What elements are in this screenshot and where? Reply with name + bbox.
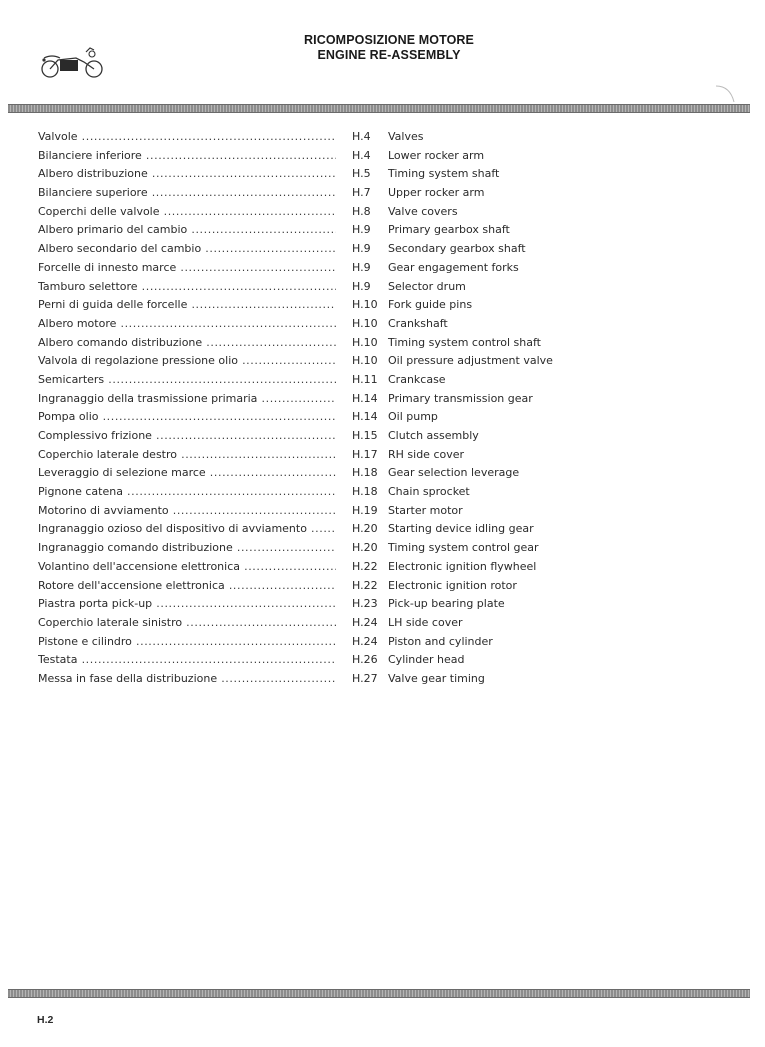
toc-entry-page: H.23 (352, 597, 378, 611)
toc-entry-page: H.14 (352, 410, 378, 424)
toc-entry (38, 352, 558, 371)
toc-entry-page: H.17 (352, 447, 378, 461)
toc-entry-italian: Rotore dell'accensione elettronica ..... (38, 577, 336, 596)
toc-entry-english: Gear selection leverage (388, 466, 520, 480)
toc-entry-italian: Coperchio laterale sinistro ..... (38, 614, 336, 633)
toc-entry-english: Pick-up bearing plate (388, 597, 505, 611)
toc-entry-italian: Ingranaggio comando distribuzione ..... (38, 539, 336, 558)
toc-entry-italian: Piastra porta pick-up ..... (38, 595, 336, 614)
toc-entry-english: Valve gear timing (388, 671, 485, 685)
toc-entry-page: H.24 (352, 634, 378, 648)
toc-entry (38, 502, 558, 521)
toc-entry-english: Secondary gearbox shaft (388, 242, 526, 256)
toc-entry (38, 203, 558, 222)
toc-entry-page: H.18 (352, 466, 378, 480)
toc-entry (38, 184, 558, 203)
toc-entry-italian: Ingranaggio ozioso del dispositivo di avviamento ..... (38, 520, 336, 539)
toc-entry-english: Fork guide pins (388, 298, 473, 312)
toc-entry (38, 334, 558, 353)
toc-entry-page: H.10 (352, 335, 378, 349)
toc-entry-page: H.19 (352, 503, 378, 517)
toc-entry-page: H.24 (352, 615, 378, 629)
toc-entry-italian: Albero motore ..... (38, 315, 336, 334)
toc-entry-page: H.8 (352, 204, 371, 218)
toc-entry-italian: Ingranaggio della trasmissione primaria ..... (38, 390, 336, 409)
toc-entry (38, 390, 558, 409)
toc-entry-italian: Complessivo frizione ..... (38, 427, 336, 446)
toc-entry-english: Electronic ignition flywheel (388, 559, 537, 573)
toc-entry-page: H.5 (352, 167, 371, 181)
toc-entry (38, 427, 558, 446)
toc-entry-english: RH side cover (388, 447, 465, 461)
toc-entry-page: H.7 (352, 186, 371, 200)
toc-entry-italian: Albero comando distribuzione ..... (38, 334, 336, 353)
toc-entry-italian: Coperchi delle valvole ..... (38, 203, 336, 222)
toc-entry-page: H.15 (352, 429, 378, 442)
toc-entry-page: H.20 (352, 522, 378, 536)
toc-entry (38, 240, 558, 259)
bottom-divider (8, 989, 750, 998)
toc-entry-italian: Semicarters ..... (38, 371, 336, 390)
toc-entry (38, 128, 558, 147)
toc-entry-page: H.4 (352, 148, 371, 162)
toc-entry-italian: Tamburo selettore ..... (38, 278, 336, 297)
toc-entry-english: Primary transmission gear (388, 391, 533, 405)
toc-entry-english: Crankcase (388, 372, 446, 386)
toc-entry-english: LH side cover (388, 615, 463, 629)
toc-entry-page: H.10 (352, 298, 378, 312)
toc-entry (38, 446, 558, 465)
toc-entry (38, 670, 558, 689)
toc-entry (38, 577, 558, 596)
toc-entry (38, 296, 558, 315)
toc-entry-italian: Motorino di avviamento ..... (38, 502, 336, 521)
toc-entry-english: Chain sprocket (388, 485, 470, 499)
page-number: H.2 (37, 1014, 54, 1026)
toc-entry-english: Lower rocker arm (388, 148, 485, 162)
toc-entry (38, 633, 558, 652)
toc-entry-english: Crankshaft (388, 316, 448, 330)
toc-entry-english: Cylinder head (388, 653, 465, 667)
toc-entry (38, 539, 558, 558)
toc-entry-page: H.18 (352, 485, 378, 499)
toc-entry (38, 165, 558, 184)
toc-entry-italian: Albero secondario del cambio ..... (38, 240, 336, 259)
toc-entry-english: Clutch assembly (388, 429, 479, 442)
toc-entry-italian: Valvole ..... (38, 128, 336, 147)
toc-entry-english: Gear engagement forks (388, 260, 519, 274)
toc-entry-page: H.9 (352, 223, 371, 237)
table-of-contents (38, 128, 558, 689)
toc-entry-english: Electronic ignition rotor (388, 578, 517, 592)
toc-entry (38, 278, 558, 297)
toc-entry-page: H.22 (352, 578, 378, 592)
toc-entry-italian: Forcelle di innesto marce ..... (38, 259, 336, 278)
toc-entry (38, 221, 558, 240)
toc-entry-italian: Testata ..... (38, 651, 336, 670)
toc-entry-page: H.9 (352, 279, 371, 293)
toc-entry (38, 371, 558, 390)
toc-entry (38, 259, 558, 278)
toc-entry-italian: Bilanciere inferiore ..... (38, 147, 336, 166)
toc-entry-italian: Messa in fase della distribuzione ..... (38, 670, 336, 689)
toc-entry (38, 315, 558, 334)
toc-entry-page: H.10 (352, 316, 378, 330)
toc-entry-page: H.9 (352, 260, 371, 274)
toc-entry-italian: Albero primario del cambio ..... (38, 221, 336, 240)
toc-entry-italian: Leveraggio di selezione marce ..... (38, 464, 336, 483)
toc-entry (38, 483, 558, 502)
toc-entry-english: Timing system control shaft (388, 335, 541, 349)
toc-entry (38, 520, 558, 539)
toc-entry-english: Valves (388, 130, 424, 143)
top-divider (8, 104, 750, 113)
page-curl-mark (712, 84, 740, 110)
toc-entry-english: Valve covers (388, 204, 458, 218)
toc-entry-english: Oil pump (388, 410, 438, 424)
toc-entry (38, 558, 558, 577)
toc-entry (38, 614, 558, 633)
toc-entry-italian: Volantino dell'accensione elettronica ..... (38, 558, 336, 577)
toc-entry-page: H.9 (352, 242, 371, 256)
toc-entry-italian: Perni di guida delle forcelle ..... (38, 296, 336, 315)
toc-entry-italian: Albero distribuzione ..... (38, 165, 336, 184)
toc-entry (38, 408, 558, 427)
page-title-italian: RICOMPOSIZIONE MOTORE (304, 33, 474, 47)
toc-entry-page: H.4 (352, 130, 371, 143)
toc-entry (38, 147, 558, 166)
toc-entry (38, 595, 558, 614)
toc-entry-italian: Bilanciere superiore ..... (38, 184, 336, 203)
toc-entry-english: Selector drum (388, 279, 466, 293)
toc-entry-page: H.27 (352, 671, 378, 685)
toc-entry-english: Primary gearbox shaft (388, 223, 510, 237)
toc-entry-english: Upper rocker arm (388, 186, 485, 200)
toc-entry-english: Starting device idling gear (388, 522, 534, 536)
toc-entry-page: H.20 (352, 541, 378, 555)
toc-entry-page: H.11 (352, 372, 378, 386)
toc-entry-italian: Valvola di regolazione pressione olio ..... (38, 352, 336, 371)
toc-entry-page: H.14 (352, 391, 378, 405)
toc-entry-english: Timing system shaft (388, 167, 500, 181)
toc-entry (38, 651, 558, 670)
toc-entry-english: Timing system control gear (388, 541, 539, 555)
page-title-english: ENGINE RE-ASSEMBLY (317, 48, 461, 62)
toc-entry-page: H.10 (352, 354, 378, 368)
toc-entry-page: H.22 (352, 559, 378, 573)
toc-entry-page: H.26 (352, 653, 378, 667)
toc-entry-english: Starter motor (388, 503, 463, 517)
toc-entry-italian: Pistone e cilindro ..... (38, 633, 336, 652)
toc-entry-english: Oil pressure adjustment valve (388, 354, 553, 368)
toc-entry-italian: Pompa olio ..... (38, 408, 336, 427)
toc-entry-italian: Coperchio laterale destro ..... (38, 446, 336, 465)
toc-entry (38, 464, 558, 483)
toc-entry-english: Piston and cylinder (388, 634, 493, 648)
toc-entry-italian: Pignone catena ..... (38, 483, 336, 502)
